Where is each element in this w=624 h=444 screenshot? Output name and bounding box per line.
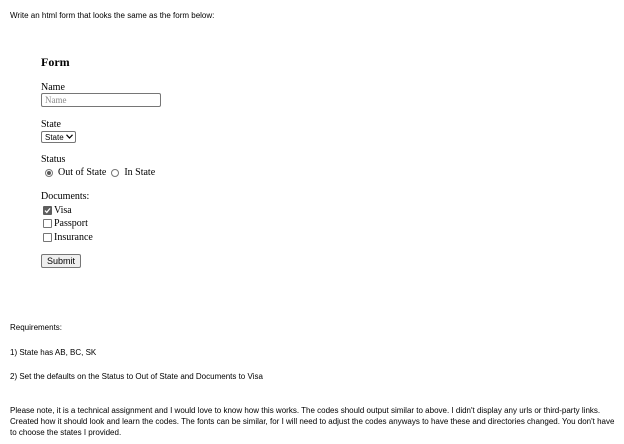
state-label: State (41, 119, 61, 130)
requirements-heading: Requirements: (10, 323, 63, 332)
radio-out-of-state[interactable] (45, 169, 53, 177)
name-input[interactable] (41, 93, 161, 107)
status-label: Status (41, 154, 66, 165)
note-line-1: Please note, it is a technical assignment and I would love to know how this works. The codes should output similar to above. I didn't display any urls or third-party links. (10, 406, 601, 415)
radio-selected-icon (47, 171, 51, 175)
documents-label: Documents: (41, 191, 90, 202)
checkbox-visa-label: Visa (54, 205, 72, 216)
document-visa (43, 205, 72, 216)
radio-in-state[interactable] (111, 169, 119, 177)
checkbox-insurance[interactable] (43, 233, 52, 242)
form-title: Form (41, 55, 70, 69)
name-label: Name (41, 82, 65, 93)
note-line-2: Created how it should look and learn the codes. The fonts can be similar, for I will need to adjust the codes anyways to have these and directories changed. You don't have (10, 417, 615, 426)
checkbox-passport-label: Passport (54, 218, 88, 229)
state-select[interactable] (41, 131, 76, 143)
requirement-1: 1) State has AB, BC, SK (10, 348, 97, 357)
state-select-value: State (45, 132, 64, 142)
document-insurance (43, 232, 93, 243)
requirement-2: 2) Set the defaults on the Status to Out of State and Documents to Visa (10, 372, 263, 381)
document-passport (43, 218, 88, 229)
checkmark-icon (44, 207, 51, 214)
radio-in-state-label: In State (124, 167, 156, 178)
radio-out-of-state-label: Out of State (58, 167, 107, 178)
submit-button[interactable]: Submit (41, 254, 81, 268)
checkbox-passport[interactable] (43, 219, 52, 228)
status-radio-group (45, 167, 155, 178)
checkbox-insurance-label: Insurance (54, 232, 93, 243)
intro-text: Write an html form that looks the same as the form below: (10, 11, 215, 20)
note-line-3: to choose the states I provided. (10, 428, 122, 437)
checkbox-visa[interactable] (43, 206, 52, 215)
chevron-down-icon (66, 134, 73, 141)
